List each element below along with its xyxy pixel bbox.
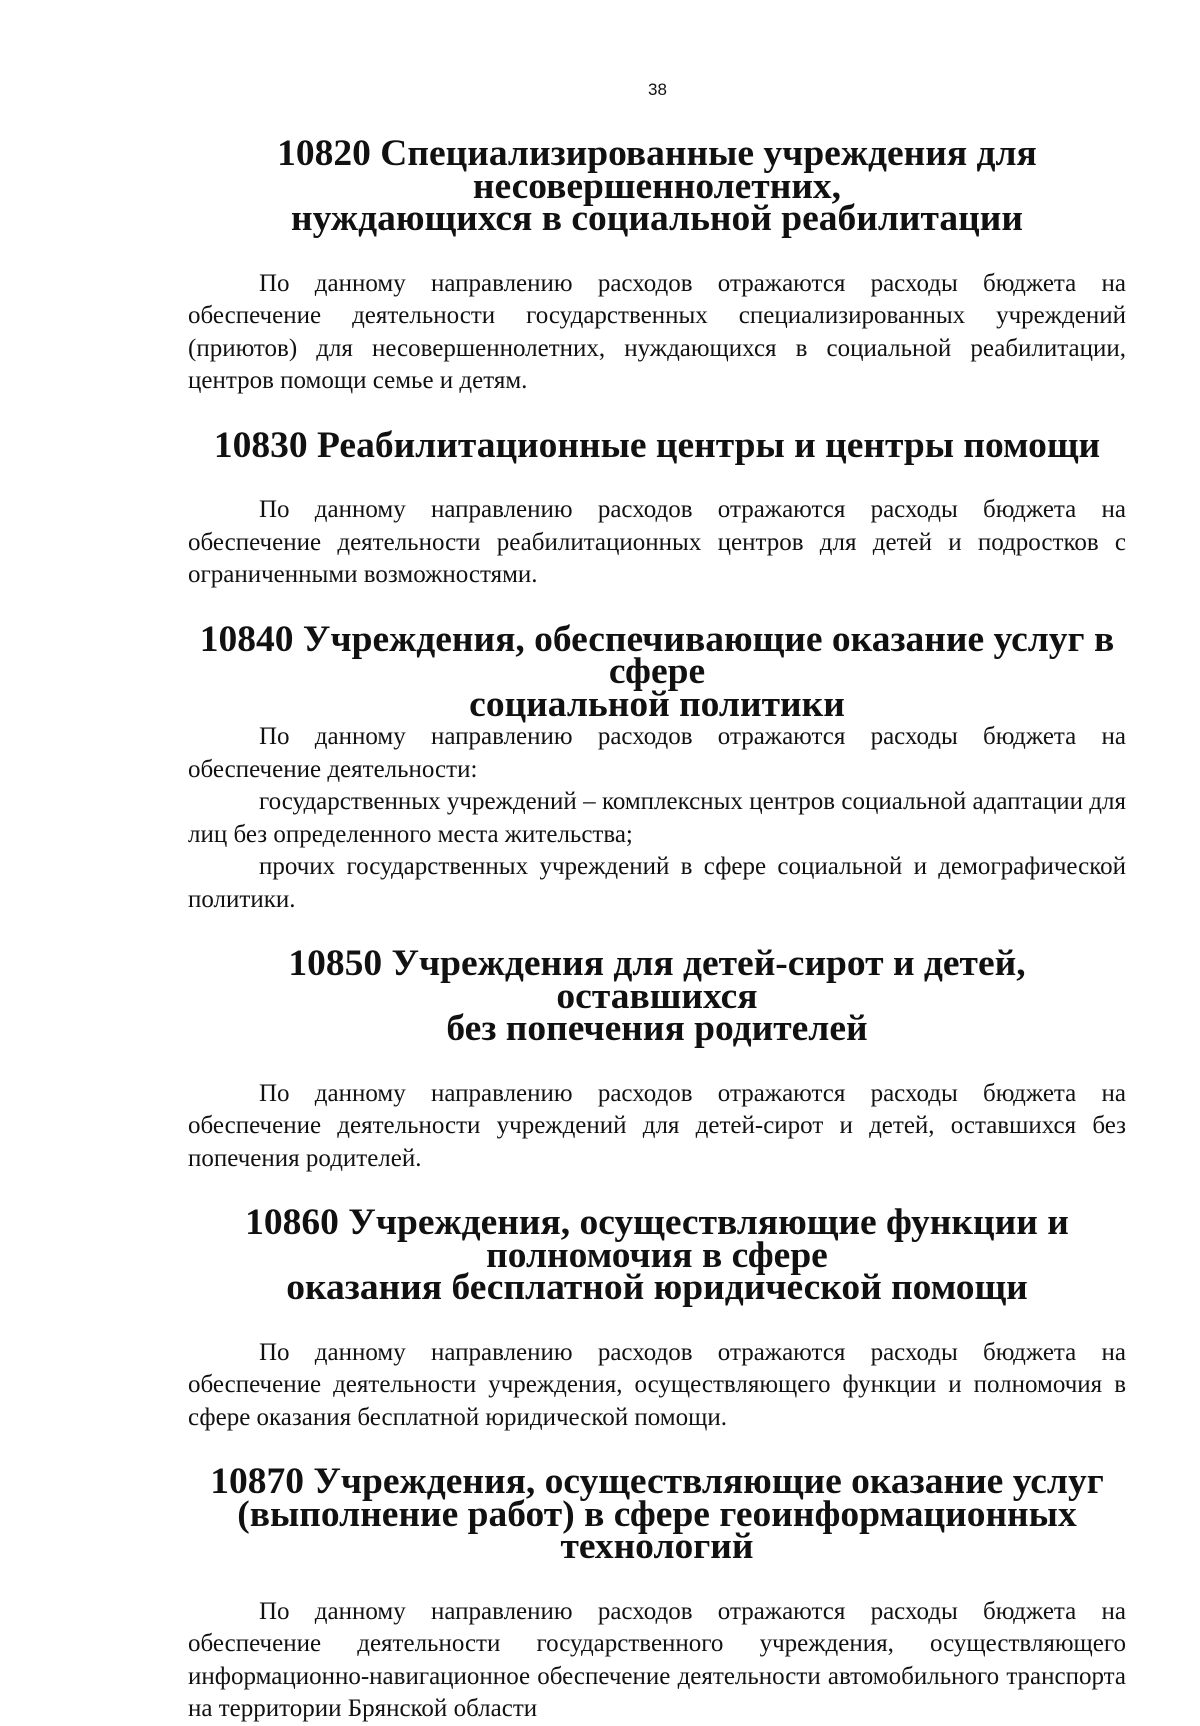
section-10820 xyxy=(188,133,1126,398)
section-heading xyxy=(188,1461,1126,1567)
heading-line: 10840 Учреждения, обеспечивающие оказание услуг в сфере xyxy=(199,618,1115,692)
paragraph: По данному направлению расходов отражаются расходы бюджета на обеспечение деятельности учреждения, осуществляющего функции и полномочия в сфере оказания бесплатной юридической помощи. xyxy=(188,1338,1126,1431)
section-heading xyxy=(188,618,1126,725)
page-number: 38 xyxy=(648,80,667,99)
heading-line: 10860 Учреждения, осуществляющие функции и полномочия в сфере xyxy=(245,1202,1069,1276)
paragraph: государственных учреждений – комплексных центров социальной адаптации для лиц без определенного места жительства; xyxy=(188,788,1126,848)
heading-line: нуждающихся в социальной реабилитации xyxy=(291,198,1023,239)
section-10860 xyxy=(188,1202,1126,1434)
heading-line: без попечения родителей xyxy=(446,1008,868,1049)
section-10870 xyxy=(188,1461,1126,1726)
paragraph: По данному направлению расходов отражаются расходы бюджета на обеспечение деятельности: xyxy=(188,723,1126,783)
section-10830 xyxy=(188,424,1126,592)
heading-line: 10850 Учреждения для детей-сирот и детей, оставшихся xyxy=(288,943,1026,1017)
section-heading xyxy=(188,943,1126,1049)
paragraph: По данному направлению расходов отражаются расходы бюджета на обеспечение деятельности государственных специализированных учреждений (приютов) для несовершеннолетних, нуждающихся в социальной реабилитации, центров помощи семье и детям. xyxy=(188,269,1126,394)
section-10850 xyxy=(188,943,1126,1175)
heading-line: 10820 Специализированные учреждения для несовершеннолетних, xyxy=(277,133,1037,207)
paragraph: прочих государственных учреждений в сфере социальной и демографической политики. xyxy=(188,853,1126,913)
section-heading xyxy=(188,424,1126,466)
paragraph: По данному направлению расходов отражаются расходы бюджета на обеспечение деятельности государственного учреждения, осуществляющего информационно-навигационное обеспечение деятельности автомобильного транспорта на территории Брянской области xyxy=(188,1597,1126,1722)
heading-line: оказания бесплатной юридической помощи xyxy=(286,1267,1028,1308)
heading-line: 10830 Реабилитационные центры и центры помощи xyxy=(213,424,1101,466)
heading-line: (выполнение работ) в сфере геоинформационных технологий xyxy=(237,1493,1077,1567)
section-heading xyxy=(188,133,1126,239)
document-body xyxy=(188,133,1126,1726)
paragraph: По данному направлению расходов отражаются расходы бюджета на обеспечение деятельности реабилитационных центров для детей и подростков с ограниченными возможностями. xyxy=(188,496,1126,588)
section-heading xyxy=(188,1202,1126,1308)
paragraph: По данному направлению расходов отражаются расходы бюджета на обеспечение деятельности учреждений для детей-сирот и детей, оставшихся без попечения родителей. xyxy=(188,1079,1126,1172)
section-10840 xyxy=(188,618,1126,917)
heading-line: социальной политики xyxy=(469,683,845,725)
heading-line: 10870 Учреждения, осуществляющие оказание услуг xyxy=(210,1461,1104,1502)
